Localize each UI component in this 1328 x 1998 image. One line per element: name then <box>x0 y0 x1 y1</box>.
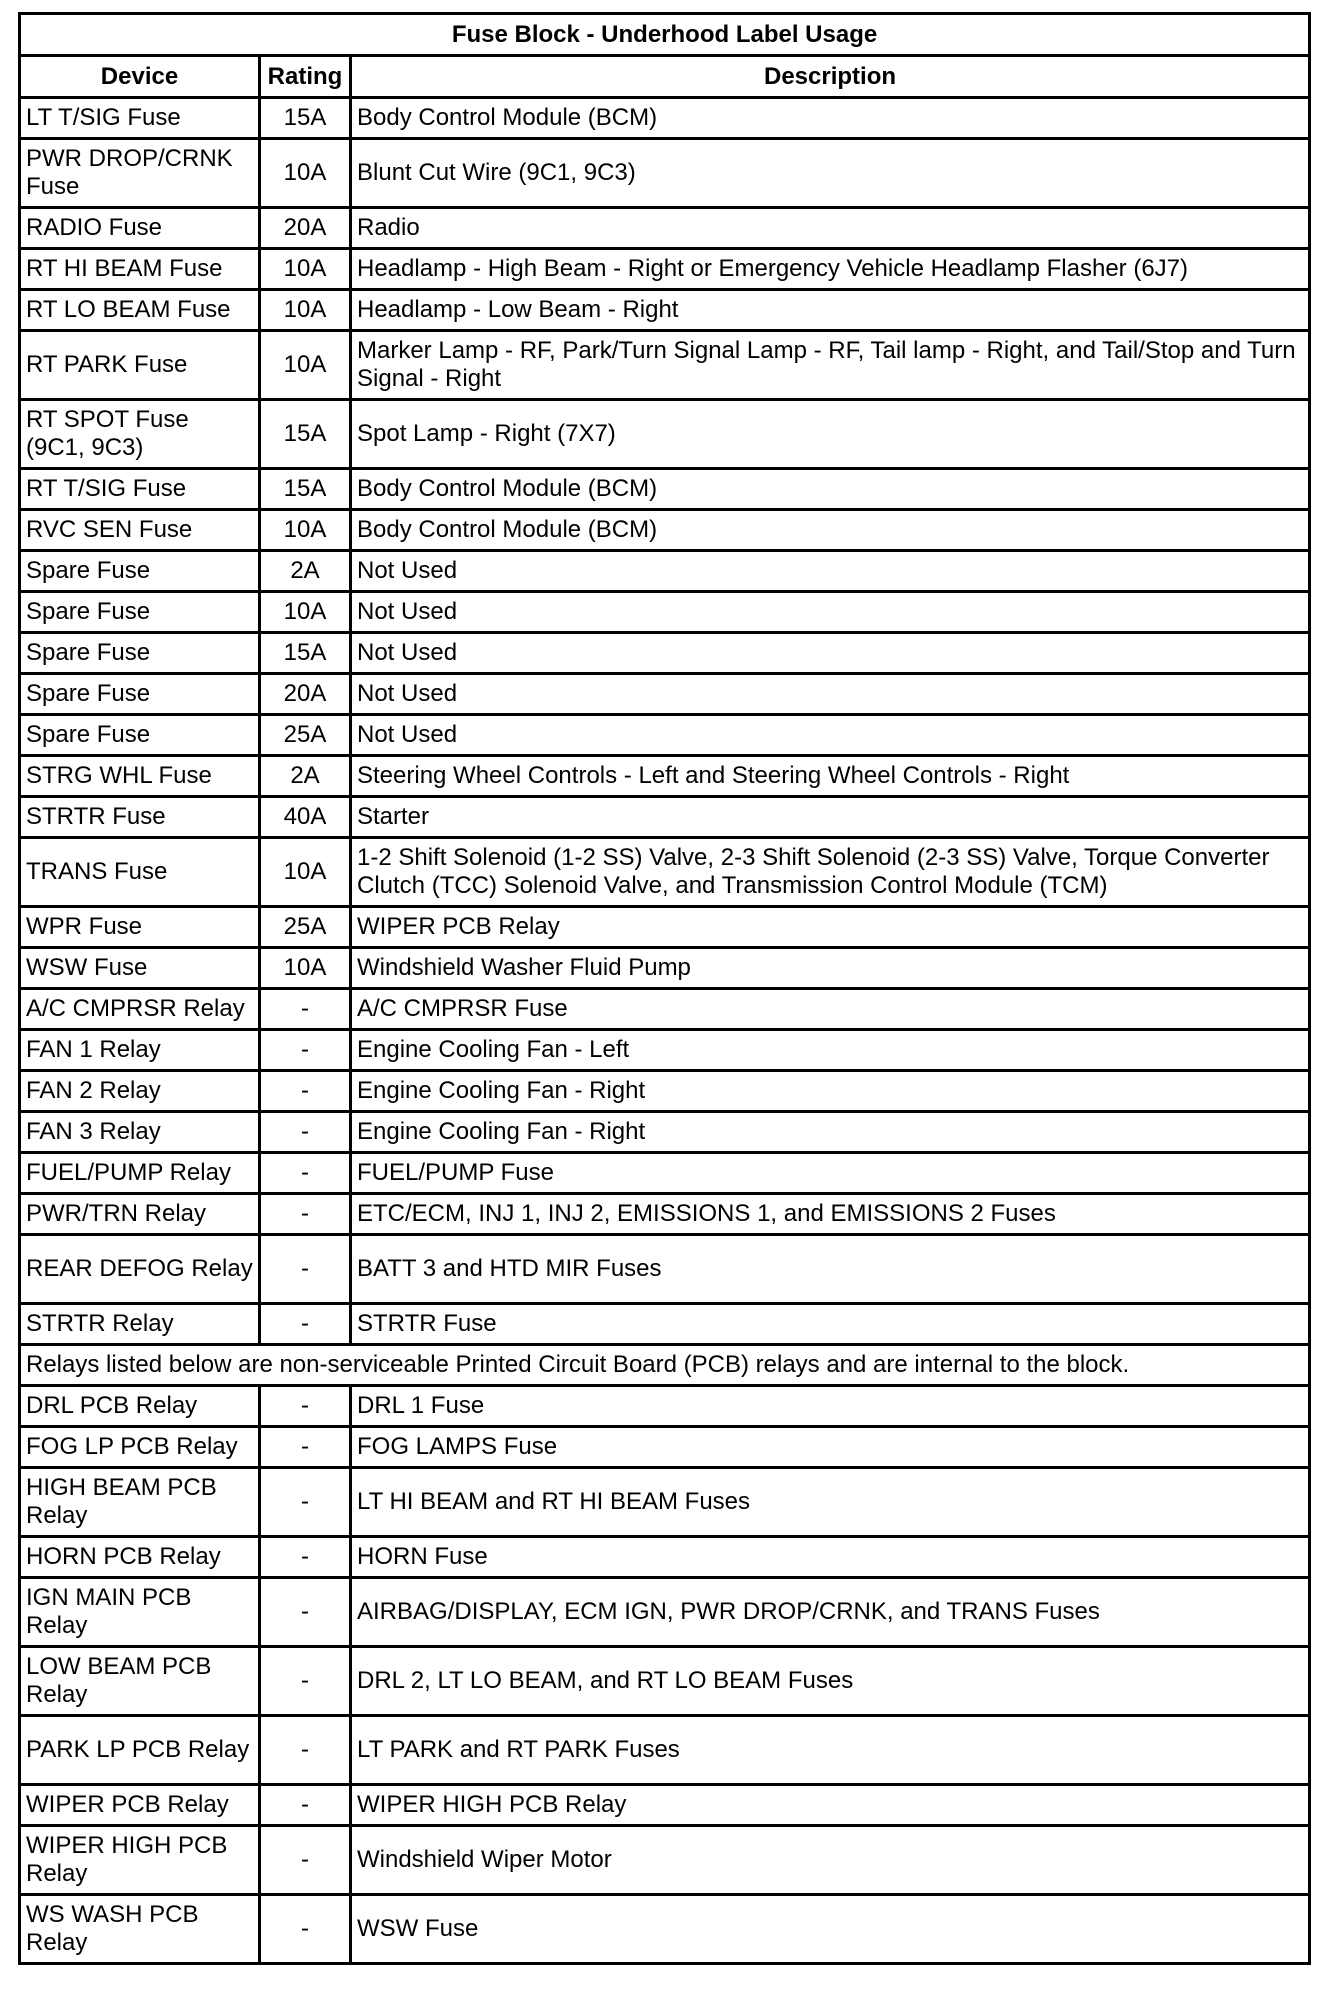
table-row <box>20 907 1310 948</box>
device-cell: RT HI BEAM Fuse <box>20 249 260 290</box>
note-section <box>20 1345 1310 1386</box>
rating-cell: - <box>260 1194 351 1235</box>
description-cell: HORN Fuse <box>351 1537 1310 1578</box>
table-row <box>20 989 1310 1030</box>
table-row <box>20 1647 1310 1716</box>
rating-cell: 10A <box>260 249 351 290</box>
table-row <box>20 674 1310 715</box>
device-cell: IGN MAIN PCB Relay <box>20 1578 260 1647</box>
device-cell: STRTR Fuse <box>20 797 260 838</box>
table-row <box>20 1030 1310 1071</box>
device-cell: LOW BEAM PCB Relay <box>20 1647 260 1716</box>
rating-cell: 10A <box>260 592 351 633</box>
description-cell: ETC/ECM, INJ 1, INJ 2, EMISSIONS 1, and EMISSIONS 2 Fuses <box>351 1194 1310 1235</box>
description-cell: Engine Cooling Fan - Left <box>351 1030 1310 1071</box>
device-cell: PWR/TRN Relay <box>20 1194 260 1235</box>
table-row <box>20 1537 1310 1578</box>
device-cell: DRL PCB Relay <box>20 1386 260 1427</box>
device-cell: WS WASH PCB Relay <box>20 1895 260 1964</box>
table-row <box>20 1826 1310 1895</box>
device-cell: PARK LP PCB Relay <box>20 1716 260 1785</box>
device-cell: WIPER PCB Relay <box>20 1785 260 1826</box>
device-cell: RT T/SIG Fuse <box>20 469 260 510</box>
table-row <box>20 1235 1310 1304</box>
device-column-header: Device <box>20 56 260 98</box>
rating-cell: - <box>260 1895 351 1964</box>
device-cell: REAR DEFOG Relay <box>20 1235 260 1304</box>
rating-cell: - <box>260 1386 351 1427</box>
device-cell: Spare Fuse <box>20 674 260 715</box>
table-row <box>20 1153 1310 1194</box>
table-row <box>20 1785 1310 1826</box>
description-cell: Body Control Module (BCM) <box>351 510 1310 551</box>
table-row <box>20 756 1310 797</box>
rating-cell: - <box>260 1071 351 1112</box>
description-cell: 1-2 Shift Solenoid (1-2 SS) Valve, 2-3 Shift Solenoid (2-3 SS) Valve, Torque Converter Clutch (TCC) Solenoid Valve, and Transmission Control Module (TCM) <box>351 838 1310 907</box>
rating-cell: 20A <box>260 674 351 715</box>
table-row <box>20 98 1310 139</box>
device-cell: PWR DROP/CRNK Fuse <box>20 139 260 208</box>
rating-cell: - <box>260 1647 351 1716</box>
rating-cell: - <box>260 1427 351 1468</box>
device-cell: Spare Fuse <box>20 715 260 756</box>
rating-cell: 40A <box>260 797 351 838</box>
device-cell: FAN 3 Relay <box>20 1112 260 1153</box>
table-row <box>20 1112 1310 1153</box>
rating-cell: - <box>260 1030 351 1071</box>
description-cell: Engine Cooling Fan - Right <box>351 1071 1310 1112</box>
description-column-header: Description <box>351 56 1310 98</box>
device-cell: TRANS Fuse <box>20 838 260 907</box>
description-cell: Body Control Module (BCM) <box>351 469 1310 510</box>
description-cell: WSW Fuse <box>351 1895 1310 1964</box>
rating-cell: - <box>260 989 351 1030</box>
rating-cell: - <box>260 1716 351 1785</box>
table-row <box>20 510 1310 551</box>
device-cell: RADIO Fuse <box>20 208 260 249</box>
rating-cell: 25A <box>260 715 351 756</box>
table-row <box>20 1386 1310 1427</box>
device-cell: A/C CMPRSR Relay <box>20 989 260 1030</box>
rating-cell: 15A <box>260 469 351 510</box>
table-row <box>20 1578 1310 1647</box>
description-cell: Headlamp - High Beam - Right or Emergency Vehicle Headlamp Flasher (6J7) <box>351 249 1310 290</box>
rating-cell: - <box>260 1826 351 1895</box>
device-cell: WSW Fuse <box>20 948 260 989</box>
description-cell: Starter <box>351 797 1310 838</box>
table-row <box>20 715 1310 756</box>
table-row <box>20 1194 1310 1235</box>
rating-cell: 10A <box>260 139 351 208</box>
pcb-relay-rows <box>20 1386 1310 1964</box>
table-row <box>20 400 1310 469</box>
rating-cell: 10A <box>260 838 351 907</box>
device-cell: RT LO BEAM Fuse <box>20 290 260 331</box>
description-cell: Blunt Cut Wire (9C1, 9C3) <box>351 139 1310 208</box>
fuse-table-container <box>18 12 1308 1965</box>
rating-cell: 15A <box>260 98 351 139</box>
rating-cell: 25A <box>260 907 351 948</box>
description-cell: LT HI BEAM and RT HI BEAM Fuses <box>351 1468 1310 1537</box>
description-cell: Spot Lamp - Right (7X7) <box>351 400 1310 469</box>
description-cell: DRL 2, LT LO BEAM, and RT LO BEAM Fuses <box>351 1647 1310 1716</box>
description-cell: Body Control Module (BCM) <box>351 98 1310 139</box>
device-cell: FAN 2 Relay <box>20 1071 260 1112</box>
device-cell: LT T/SIG Fuse <box>20 98 260 139</box>
table-row <box>20 139 1310 208</box>
table-row <box>20 1071 1310 1112</box>
note-row <box>20 1345 1310 1386</box>
table-row <box>20 948 1310 989</box>
description-cell: Headlamp - Low Beam - Right <box>351 290 1310 331</box>
device-cell: HORN PCB Relay <box>20 1537 260 1578</box>
rating-cell: 10A <box>260 510 351 551</box>
description-cell: Windshield Wiper Motor <box>351 1826 1310 1895</box>
description-cell: BATT 3 and HTD MIR Fuses <box>351 1235 1310 1304</box>
rating-cell: 10A <box>260 331 351 400</box>
rating-cell: 20A <box>260 208 351 249</box>
rating-cell: 15A <box>260 633 351 674</box>
rating-cell: 2A <box>260 756 351 797</box>
device-cell: FOG LP PCB Relay <box>20 1427 260 1468</box>
pcb-relay-note: Relays listed below are non-serviceable Printed Circuit Board (PCB) relays and are internal to the block. <box>20 1345 1310 1386</box>
device-cell: FUEL/PUMP Relay <box>20 1153 260 1194</box>
table-row <box>20 208 1310 249</box>
description-cell: Not Used <box>351 674 1310 715</box>
table-row <box>20 1895 1310 1964</box>
device-cell: WPR Fuse <box>20 907 260 948</box>
description-cell: FUEL/PUMP Fuse <box>351 1153 1310 1194</box>
description-cell: Marker Lamp - RF, Park/Turn Signal Lamp - RF, Tail lamp - Right, and Tail/Stop and Turn Signal - Right <box>351 331 1310 400</box>
table-title: Fuse Block - Underhood Label Usage <box>20 14 1310 56</box>
rating-cell: 10A <box>260 948 351 989</box>
rating-cell: - <box>260 1235 351 1304</box>
table-row <box>20 797 1310 838</box>
description-cell: WIPER PCB Relay <box>351 907 1310 948</box>
rating-cell: 2A <box>260 551 351 592</box>
description-cell: A/C CMPRSR Fuse <box>351 989 1310 1030</box>
rating-cell: - <box>260 1537 351 1578</box>
description-cell: Not Used <box>351 715 1310 756</box>
table-row <box>20 551 1310 592</box>
description-cell: Radio <box>351 208 1310 249</box>
device-cell: RT SPOT Fuse (9C1, 9C3) <box>20 400 260 469</box>
device-cell: Spare Fuse <box>20 633 260 674</box>
rating-cell: - <box>260 1112 351 1153</box>
description-cell: Not Used <box>351 592 1310 633</box>
description-cell: WIPER HIGH PCB Relay <box>351 1785 1310 1826</box>
table-row <box>20 592 1310 633</box>
rating-cell: 10A <box>260 290 351 331</box>
rating-cell: - <box>260 1578 351 1647</box>
table-header-row <box>20 56 1310 98</box>
table-row <box>20 633 1310 674</box>
table-row <box>20 838 1310 907</box>
table-row <box>20 290 1310 331</box>
device-cell: FAN 1 Relay <box>20 1030 260 1071</box>
fuse-rows <box>20 98 1310 1345</box>
rating-cell: - <box>260 1785 351 1826</box>
table-row <box>20 469 1310 510</box>
fuse-usage-table <box>18 12 1311 1965</box>
table-row <box>20 1427 1310 1468</box>
description-cell: FOG LAMPS Fuse <box>351 1427 1310 1468</box>
rating-cell: - <box>260 1304 351 1345</box>
description-cell: Windshield Washer Fluid Pump <box>351 948 1310 989</box>
device-cell: WIPER HIGH PCB Relay <box>20 1826 260 1895</box>
description-cell: STRTR Fuse <box>351 1304 1310 1345</box>
rating-column-header: Rating <box>260 56 351 98</box>
description-cell: DRL 1 Fuse <box>351 1386 1310 1427</box>
device-cell: RT PARK Fuse <box>20 331 260 400</box>
table-row <box>20 1304 1310 1345</box>
device-cell: STRG WHL Fuse <box>20 756 260 797</box>
rating-cell: - <box>260 1153 351 1194</box>
description-cell: Engine Cooling Fan - Right <box>351 1112 1310 1153</box>
table-row <box>20 249 1310 290</box>
device-cell: Spare Fuse <box>20 551 260 592</box>
rating-cell: 15A <box>260 400 351 469</box>
table-row <box>20 331 1310 400</box>
description-cell: Steering Wheel Controls - Left and Steering Wheel Controls - Right <box>351 756 1310 797</box>
device-cell: STRTR Relay <box>20 1304 260 1345</box>
device-cell: RVC SEN Fuse <box>20 510 260 551</box>
description-cell: AIRBAG/DISPLAY, ECM IGN, PWR DROP/CRNK, and TRANS Fuses <box>351 1578 1310 1647</box>
rating-cell: - <box>260 1468 351 1537</box>
description-cell: Not Used <box>351 551 1310 592</box>
table-row <box>20 1468 1310 1537</box>
device-cell: HIGH BEAM PCB Relay <box>20 1468 260 1537</box>
table-title-row <box>20 14 1310 56</box>
description-cell: LT PARK and RT PARK Fuses <box>351 1716 1310 1785</box>
device-cell: Spare Fuse <box>20 592 260 633</box>
table-row <box>20 1716 1310 1785</box>
description-cell: Not Used <box>351 633 1310 674</box>
